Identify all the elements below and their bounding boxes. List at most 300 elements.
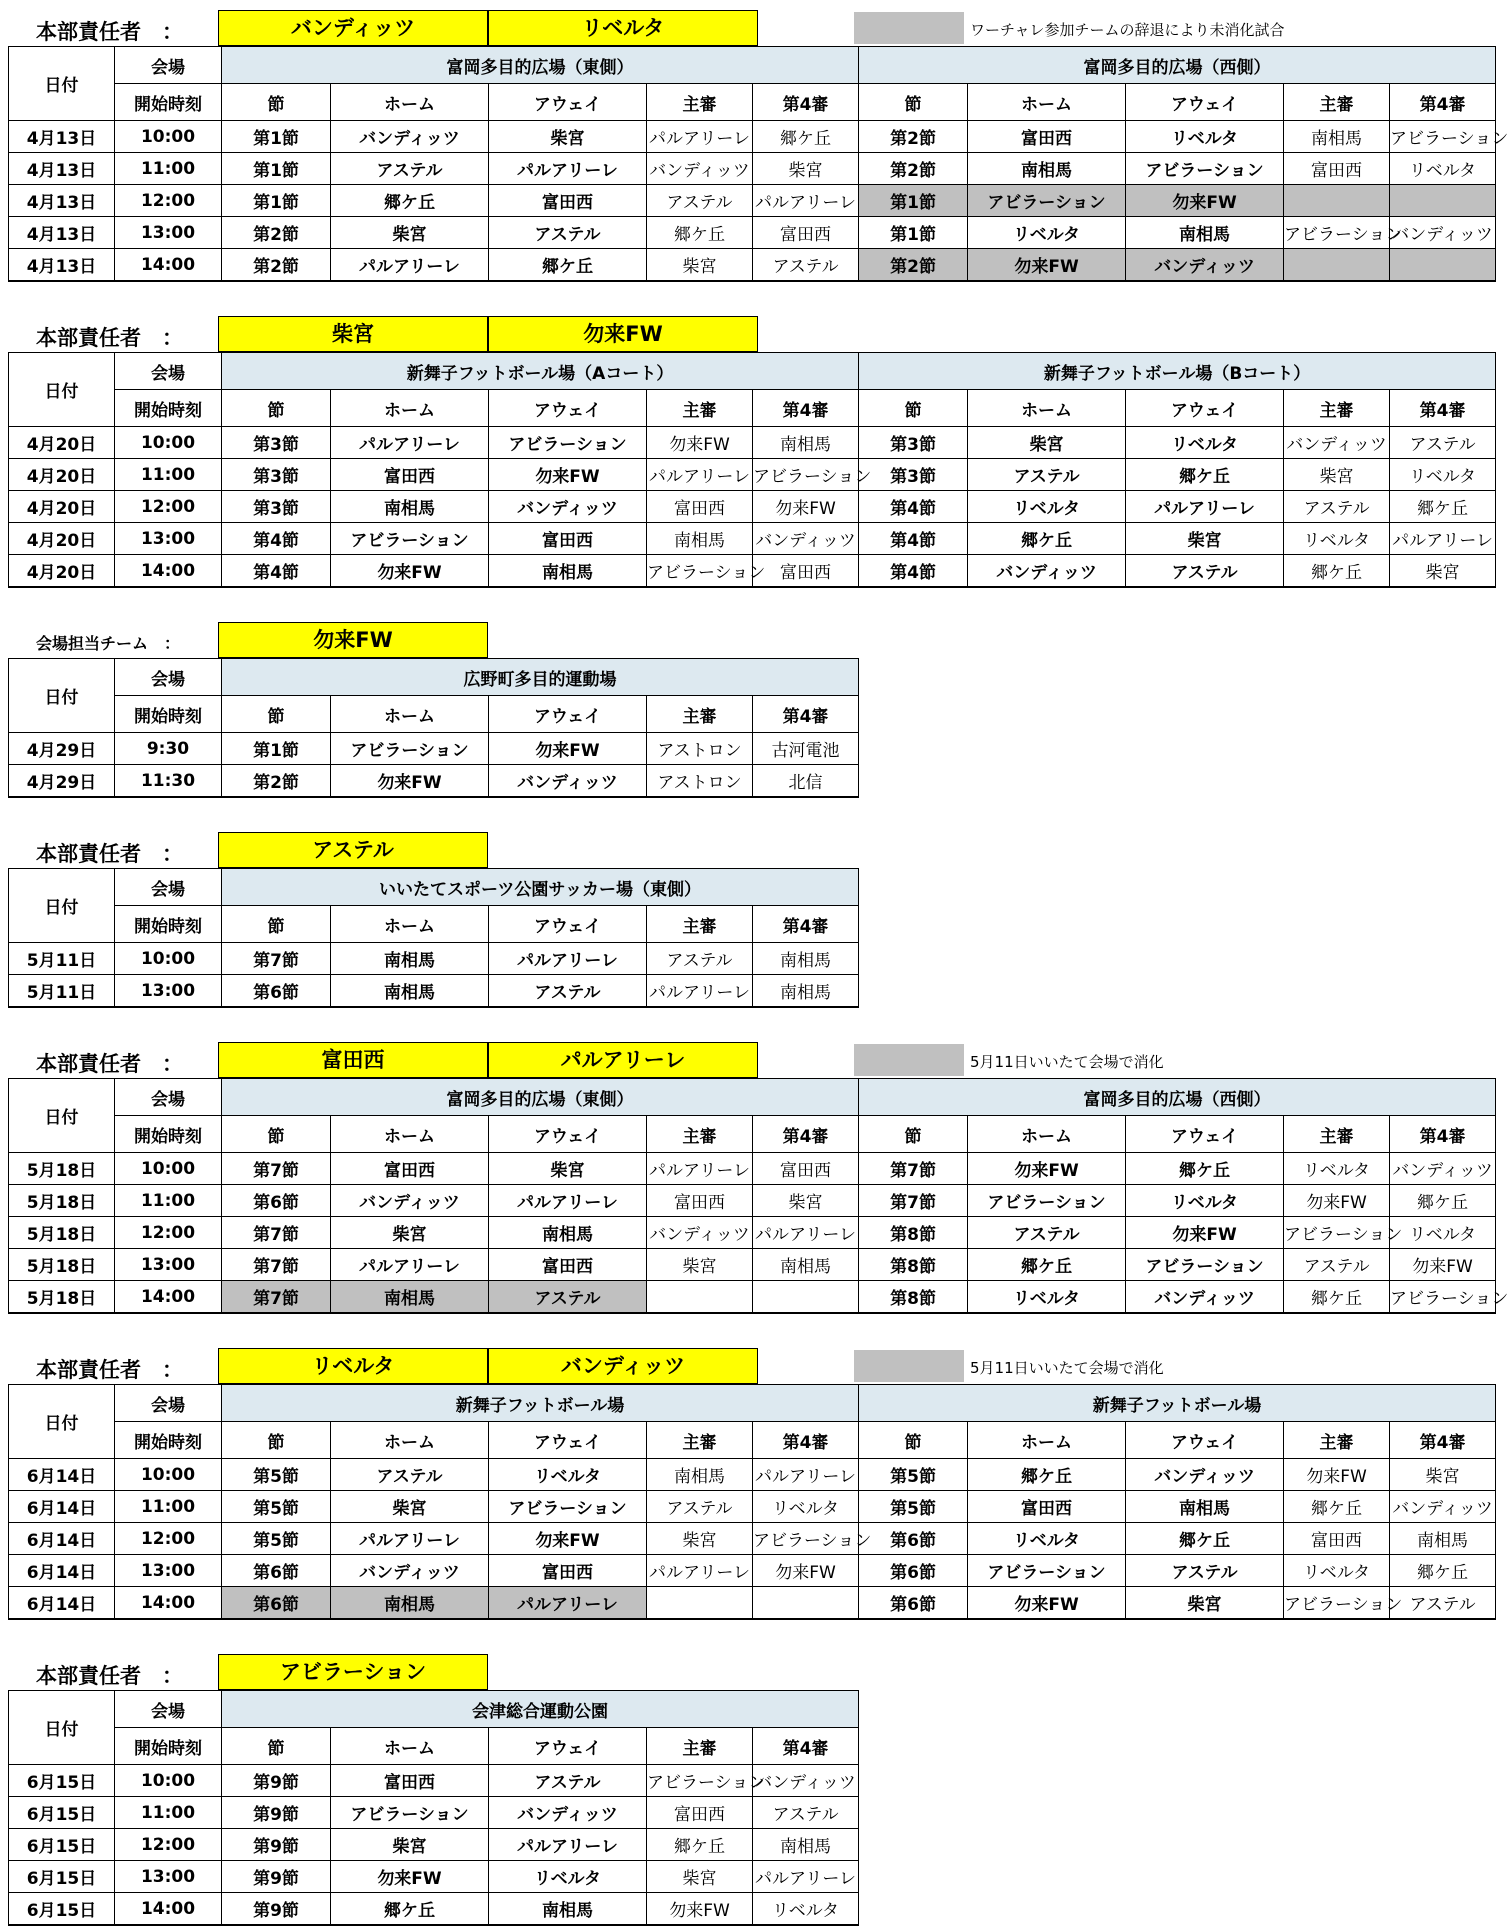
start-time: 12:00 (115, 1217, 222, 1249)
referee: アビラーション (1284, 1217, 1390, 1249)
responsible-team: バンディッツ (218, 10, 488, 46)
fourth-official: 勿来FW (1390, 1249, 1496, 1281)
home-team: バンディッツ (968, 555, 1126, 588)
fourth-official: リベルタ (1390, 153, 1496, 185)
fourth-official: アステル (753, 1797, 859, 1829)
home-header: ホーム (968, 390, 1126, 427)
referee: アステル (1284, 491, 1390, 523)
home-team: アビラーション (968, 1555, 1126, 1587)
start-time: 10:00 (115, 427, 222, 459)
home-team: パルアリーレ (331, 249, 489, 282)
away-header: アウェイ (489, 84, 647, 121)
start-time: 10:00 (115, 121, 222, 153)
home-team: 柴宮 (331, 1217, 489, 1249)
home-team: リベルタ (968, 1523, 1126, 1555)
away-header: アウェイ (489, 390, 647, 427)
home-team: リベルタ (968, 1281, 1126, 1314)
round: 第1節 (222, 153, 331, 185)
away-header: アウェイ (489, 1116, 647, 1153)
round: 第6節 (859, 1587, 968, 1620)
home-team: 郷ケ丘 (968, 1249, 1126, 1281)
responsible-team: 柴宮 (218, 316, 488, 352)
start-time: 14:00 (115, 1587, 222, 1620)
referee-header: 主審 (647, 390, 753, 427)
responsible-team: リベルタ (218, 1348, 488, 1384)
fourth-official: リベルタ (753, 1893, 859, 1926)
match-date: 4月13日 (9, 249, 115, 282)
home-team: 富田西 (968, 121, 1126, 153)
fourth-official: 富田西 (753, 1153, 859, 1185)
round: 第4節 (859, 491, 968, 523)
away-team: パルアリーレ (489, 1185, 647, 1217)
away-team: アビラーション (489, 427, 647, 459)
fourth-official-header: 第4審 (753, 906, 859, 943)
away-team: 柴宮 (1126, 523, 1284, 555)
fourth-official-header: 第4審 (753, 1116, 859, 1153)
fourth-official: アビラーション (753, 459, 859, 491)
referee: アステル (647, 1491, 753, 1523)
match-date: 4月13日 (9, 153, 115, 185)
match-date: 6月14日 (9, 1587, 115, 1620)
home-team: 勿来FW (968, 249, 1126, 282)
match-row (9, 1153, 1496, 1185)
fourth-official: 柴宮 (753, 153, 859, 185)
round: 第3節 (222, 491, 331, 523)
venue-name: いいたてスポーツ公園サッカー場（東側） (222, 869, 859, 906)
start-time: 11:00 (115, 1185, 222, 1217)
date-header: 日付 (9, 869, 115, 943)
start-time-header: 開始時刻 (115, 1116, 222, 1153)
fourth-official: パルアリーレ (753, 185, 859, 217)
fourth-official: パルアリーレ (1390, 523, 1496, 555)
away-team: バンディッツ (1126, 1459, 1284, 1491)
home-header: ホーム (331, 906, 489, 943)
home-team: 南相馬 (968, 153, 1126, 185)
away-team: アステル (489, 1281, 647, 1314)
start-time: 11:00 (115, 1797, 222, 1829)
round-header: 節 (222, 906, 331, 943)
round: 第5節 (222, 1459, 331, 1491)
match-date: 6月15日 (9, 1893, 115, 1926)
match-date: 4月20日 (9, 459, 115, 491)
fourth-official: 柴宮 (1390, 555, 1496, 588)
home-team: 柴宮 (968, 427, 1126, 459)
referee: 郷ケ丘 (1284, 1491, 1390, 1523)
home-team: アステル (331, 153, 489, 185)
away-team: アビラーション (1126, 153, 1284, 185)
referee: 南相馬 (1284, 121, 1390, 153)
match-date: 5月18日 (9, 1249, 115, 1281)
fourth-official: バンディッツ (753, 1765, 859, 1797)
referee: 柴宮 (647, 249, 753, 282)
round-header: 節 (222, 1728, 331, 1765)
fourth-official: 郷ケ丘 (1390, 1185, 1496, 1217)
match-row (9, 249, 1496, 282)
responsible-label: 本部責任者 ： (36, 1664, 183, 1688)
away-header: アウェイ (1126, 390, 1284, 427)
match-row (9, 1765, 859, 1797)
fourth-official: 富田西 (753, 555, 859, 588)
fourth-official (753, 1281, 859, 1314)
away-team: パルアリーレ (489, 1587, 647, 1620)
away-team: パルアリーレ (489, 153, 647, 185)
schedule-table (8, 46, 1508, 282)
fourth-official: 南相馬 (753, 427, 859, 459)
match-row (9, 217, 1496, 249)
fourth-official (753, 1587, 859, 1620)
referee: 勿来FW (647, 427, 753, 459)
referee: 南相馬 (647, 1459, 753, 1491)
schedule-section (8, 1654, 1434, 1926)
home-header: ホーム (331, 1422, 489, 1459)
home-team: アビラーション (968, 1185, 1126, 1217)
start-time: 14:00 (115, 555, 222, 588)
referee: 郷ケ丘 (647, 217, 753, 249)
match-date: 4月20日 (9, 427, 115, 459)
match-row (9, 1281, 1496, 1314)
referee (1284, 249, 1390, 282)
round: 第9節 (222, 1765, 331, 1797)
home-header: ホーム (331, 390, 489, 427)
responsible-header (8, 622, 1434, 658)
referee-header: 主審 (1284, 84, 1390, 121)
referee: バンディッツ (1284, 427, 1390, 459)
venue-name: 新舞子フットボール場（Aコート） (222, 353, 859, 390)
home-header: ホーム (331, 84, 489, 121)
fourth-official: アステル (1390, 1587, 1496, 1620)
venue-label: 会場 (115, 353, 222, 390)
away-team: アステル (1126, 1555, 1284, 1587)
responsible-label: 本部責任者 ： (36, 1052, 183, 1076)
match-date: 6月14日 (9, 1491, 115, 1523)
home-team: 勿来FW (968, 1587, 1126, 1620)
home-team: 富田西 (331, 459, 489, 491)
fourth-official-header: 第4審 (1390, 390, 1496, 427)
referee: アストロン (647, 733, 753, 765)
referee: バンディッツ (647, 1217, 753, 1249)
start-time: 12:00 (115, 491, 222, 523)
referee: 勿来FW (1284, 1185, 1390, 1217)
responsible-header (8, 1348, 1434, 1384)
round-header: 節 (859, 1422, 968, 1459)
venue-name: 富岡多目的広場（東側） (222, 1079, 859, 1116)
start-time-header: 開始時刻 (115, 696, 222, 733)
away-team: 郷ケ丘 (1126, 459, 1284, 491)
match-row (9, 185, 1496, 217)
date-header: 日付 (9, 1691, 115, 1765)
away-team: 郷ケ丘 (1126, 1523, 1284, 1555)
responsible-team: アビラーション (218, 1654, 488, 1690)
round: 第7節 (222, 1249, 331, 1281)
round: 第1節 (859, 217, 968, 249)
match-row (9, 491, 1496, 523)
round: 第8節 (859, 1281, 968, 1314)
away-team: 富田西 (489, 1555, 647, 1587)
venue-label: 会場 (115, 1385, 222, 1422)
match-row (9, 1555, 1496, 1587)
home-header: ホーム (331, 696, 489, 733)
round-header: 節 (859, 84, 968, 121)
referee: 柴宮 (647, 1249, 753, 1281)
referee (647, 1587, 753, 1620)
responsible-team: リベルタ (488, 10, 758, 46)
referee: アビラーション (1284, 217, 1390, 249)
round: 第6節 (859, 1555, 968, 1587)
referee: 富田西 (647, 1185, 753, 1217)
match-row (9, 765, 859, 798)
round: 第7節 (859, 1185, 968, 1217)
fourth-official: 南相馬 (753, 1829, 859, 1861)
schedule-table (8, 352, 1496, 588)
match-row (9, 1861, 859, 1893)
round: 第7節 (222, 943, 331, 975)
venue-name: 会津総合運動公園 (222, 1691, 859, 1728)
referee-header: 主審 (647, 1422, 753, 1459)
round: 第2節 (222, 249, 331, 282)
venue-name: 広野町多目的運動場 (222, 659, 859, 696)
round: 第7節 (222, 1217, 331, 1249)
referee: アステル (1284, 1249, 1390, 1281)
round: 第2節 (859, 121, 968, 153)
date-header: 日付 (9, 353, 115, 427)
round: 第8節 (859, 1249, 968, 1281)
match-row (9, 943, 859, 975)
start-time-header: 開始時刻 (115, 1422, 222, 1459)
away-team: パルアリーレ (489, 1829, 647, 1861)
venue-name: 富岡多目的広場（西側） (859, 47, 1496, 84)
home-header: ホーム (968, 1422, 1126, 1459)
start-time: 14:00 (115, 1893, 222, 1926)
responsible-label: 本部責任者 ： (36, 326, 183, 350)
away-team: 富田西 (489, 185, 647, 217)
fourth-official: パルアリーレ (753, 1217, 859, 1249)
start-time-header: 開始時刻 (115, 1728, 222, 1765)
fourth-official-header: 第4審 (753, 696, 859, 733)
fourth-official: 南相馬 (753, 1249, 859, 1281)
away-team: 勿来FW (489, 733, 647, 765)
away-team: アビラーション (1126, 1249, 1284, 1281)
start-time-header: 開始時刻 (115, 390, 222, 427)
match-date: 4月13日 (9, 121, 115, 153)
match-date: 5月18日 (9, 1153, 115, 1185)
referee: アステル (647, 185, 753, 217)
referee: アビラーション (1284, 1587, 1390, 1620)
home-header: ホーム (968, 1116, 1126, 1153)
responsible-team: 勿来FW (218, 622, 488, 658)
fourth-official-header: 第4審 (1390, 84, 1496, 121)
match-date: 5月11日 (9, 975, 115, 1008)
home-header: ホーム (968, 84, 1126, 121)
home-team: アビラーション (331, 733, 489, 765)
referee: 柴宮 (647, 1523, 753, 1555)
away-header: アウェイ (489, 906, 647, 943)
responsible-header (8, 10, 1434, 46)
match-date: 6月15日 (9, 1861, 115, 1893)
fourth-official: リベルタ (753, 1491, 859, 1523)
fourth-official: バンディッツ (753, 523, 859, 555)
round: 第3節 (222, 427, 331, 459)
fourth-official: リベルタ (1390, 1217, 1496, 1249)
fourth-official: 富田西 (753, 217, 859, 249)
round: 第9節 (222, 1861, 331, 1893)
schedule-table (8, 1078, 1508, 1314)
referee: アステル (647, 943, 753, 975)
start-time: 9:30 (115, 733, 222, 765)
start-time: 10:00 (115, 1765, 222, 1797)
round: 第3節 (222, 459, 331, 491)
away-team: バンディッツ (489, 765, 647, 798)
home-team: 富田西 (968, 1491, 1126, 1523)
match-row (9, 555, 1496, 588)
start-time: 13:00 (115, 1249, 222, 1281)
match-date: 5月11日 (9, 943, 115, 975)
away-team: バンディッツ (1126, 249, 1284, 282)
home-team: 南相馬 (331, 1587, 489, 1620)
start-time: 11:00 (115, 459, 222, 491)
home-team: 郷ケ丘 (331, 1893, 489, 1926)
match-row (9, 1249, 1496, 1281)
match-row (9, 1185, 1496, 1217)
responsible-header (8, 1042, 1434, 1078)
round: 第6節 (222, 975, 331, 1008)
round: 第6節 (222, 1555, 331, 1587)
match-row (9, 1217, 1496, 1249)
schedule-section (8, 316, 1494, 622)
referee-header: 主審 (647, 1116, 753, 1153)
round-header: 節 (222, 696, 331, 733)
away-team: 南相馬 (489, 555, 647, 588)
responsible-label: 会場担当チーム ： (36, 634, 181, 653)
round: 第1節 (222, 185, 331, 217)
referee: アビラーション (647, 555, 753, 588)
start-time: 11:30 (115, 765, 222, 798)
match-date: 5月18日 (9, 1185, 115, 1217)
away-team: アステル (489, 975, 647, 1008)
round-header: 節 (222, 84, 331, 121)
home-team: アビラーション (968, 185, 1126, 217)
round: 第9節 (222, 1829, 331, 1861)
start-time: 13:00 (115, 1555, 222, 1587)
referee: アビラーション (647, 1765, 753, 1797)
round: 第8節 (859, 1217, 968, 1249)
start-time: 12:00 (115, 1829, 222, 1861)
round: 第1節 (222, 733, 331, 765)
referee-header: 主審 (1284, 1422, 1390, 1459)
referee: パルアリーレ (647, 1153, 753, 1185)
away-team: 南相馬 (489, 1217, 647, 1249)
referee: アストロン (647, 765, 753, 798)
fourth-official: バンディッツ (1390, 217, 1496, 249)
fourth-official: 古河電池 (753, 733, 859, 765)
round: 第4節 (222, 555, 331, 588)
home-team: 勿来FW (331, 765, 489, 798)
venue-name: 新舞子フットボール場 (859, 1385, 1496, 1422)
home-team: バンディッツ (331, 1555, 489, 1587)
venue-label: 会場 (115, 659, 222, 696)
home-team: 郷ケ丘 (968, 523, 1126, 555)
round: 第9節 (222, 1797, 331, 1829)
away-team: 勿来FW (489, 459, 647, 491)
away-team: リベルタ (1126, 121, 1284, 153)
match-date: 4月29日 (9, 733, 115, 765)
legend-swatch (854, 1350, 964, 1382)
match-row (9, 1523, 1496, 1555)
away-team: パルアリーレ (489, 943, 647, 975)
round: 第1節 (222, 121, 331, 153)
home-team: アステル (968, 1217, 1126, 1249)
venue-name: 富岡多目的広場（西側） (859, 1079, 1496, 1116)
round: 第3節 (859, 459, 968, 491)
away-team: 南相馬 (1126, 217, 1284, 249)
match-row (9, 1491, 1496, 1523)
referee-header: 主審 (647, 696, 753, 733)
match-row (9, 733, 859, 765)
match-row (9, 1893, 859, 1926)
schedule-table (8, 868, 859, 1008)
home-team: バンディッツ (331, 1185, 489, 1217)
referee: 柴宮 (1284, 459, 1390, 491)
venue-label: 会場 (115, 1079, 222, 1116)
home-team: アステル (331, 1459, 489, 1491)
schedule-table (8, 1384, 1496, 1620)
round: 第6節 (859, 1523, 968, 1555)
legend-note: 5月11日いいたて会場で消化 (970, 1053, 1164, 1071)
date-header: 日付 (9, 1385, 115, 1459)
match-date: 5月18日 (9, 1281, 115, 1314)
responsible-header (8, 316, 1434, 352)
round: 第4節 (859, 555, 968, 588)
match-date: 6月15日 (9, 1797, 115, 1829)
venue-label: 会場 (115, 869, 222, 906)
venue-name: 新舞子フットボール場（Bコート） (859, 353, 1496, 390)
referee: パルアリーレ (647, 459, 753, 491)
away-team: リベルタ (489, 1861, 647, 1893)
away-team: リベルタ (1126, 427, 1284, 459)
match-date: 4月29日 (9, 765, 115, 798)
home-team: 郷ケ丘 (331, 185, 489, 217)
round: 第7節 (222, 1281, 331, 1314)
schedule-table (8, 1690, 859, 1926)
responsible-team: 富田西 (218, 1042, 488, 1078)
venue-label: 会場 (115, 1691, 222, 1728)
fourth-official-header: 第4審 (753, 84, 859, 121)
away-team: 南相馬 (489, 1893, 647, 1926)
round: 第2節 (859, 153, 968, 185)
referee: パルアリーレ (647, 975, 753, 1008)
start-time: 10:00 (115, 1459, 222, 1491)
match-date: 6月14日 (9, 1459, 115, 1491)
home-team: 富田西 (331, 1153, 489, 1185)
start-time: 12:00 (115, 185, 222, 217)
away-team: 勿来FW (1126, 185, 1284, 217)
fourth-official (1390, 185, 1496, 217)
away-team: リベルタ (489, 1459, 647, 1491)
fourth-official: パルアリーレ (753, 1459, 859, 1491)
responsible-label: 本部責任者 ： (36, 1358, 183, 1382)
referee: パルアリーレ (647, 121, 753, 153)
home-team: 南相馬 (331, 975, 489, 1008)
start-time-header: 開始時刻 (115, 906, 222, 943)
start-time: 12:00 (115, 1523, 222, 1555)
responsible-team: パルアリーレ (488, 1042, 758, 1078)
referee: 富田西 (1284, 153, 1390, 185)
round-header: 節 (222, 1422, 331, 1459)
away-header: アウェイ (489, 1422, 647, 1459)
home-team: アビラーション (331, 1797, 489, 1829)
away-team: リベルタ (1126, 1185, 1284, 1217)
match-date: 4月20日 (9, 555, 115, 588)
match-row (9, 427, 1496, 459)
